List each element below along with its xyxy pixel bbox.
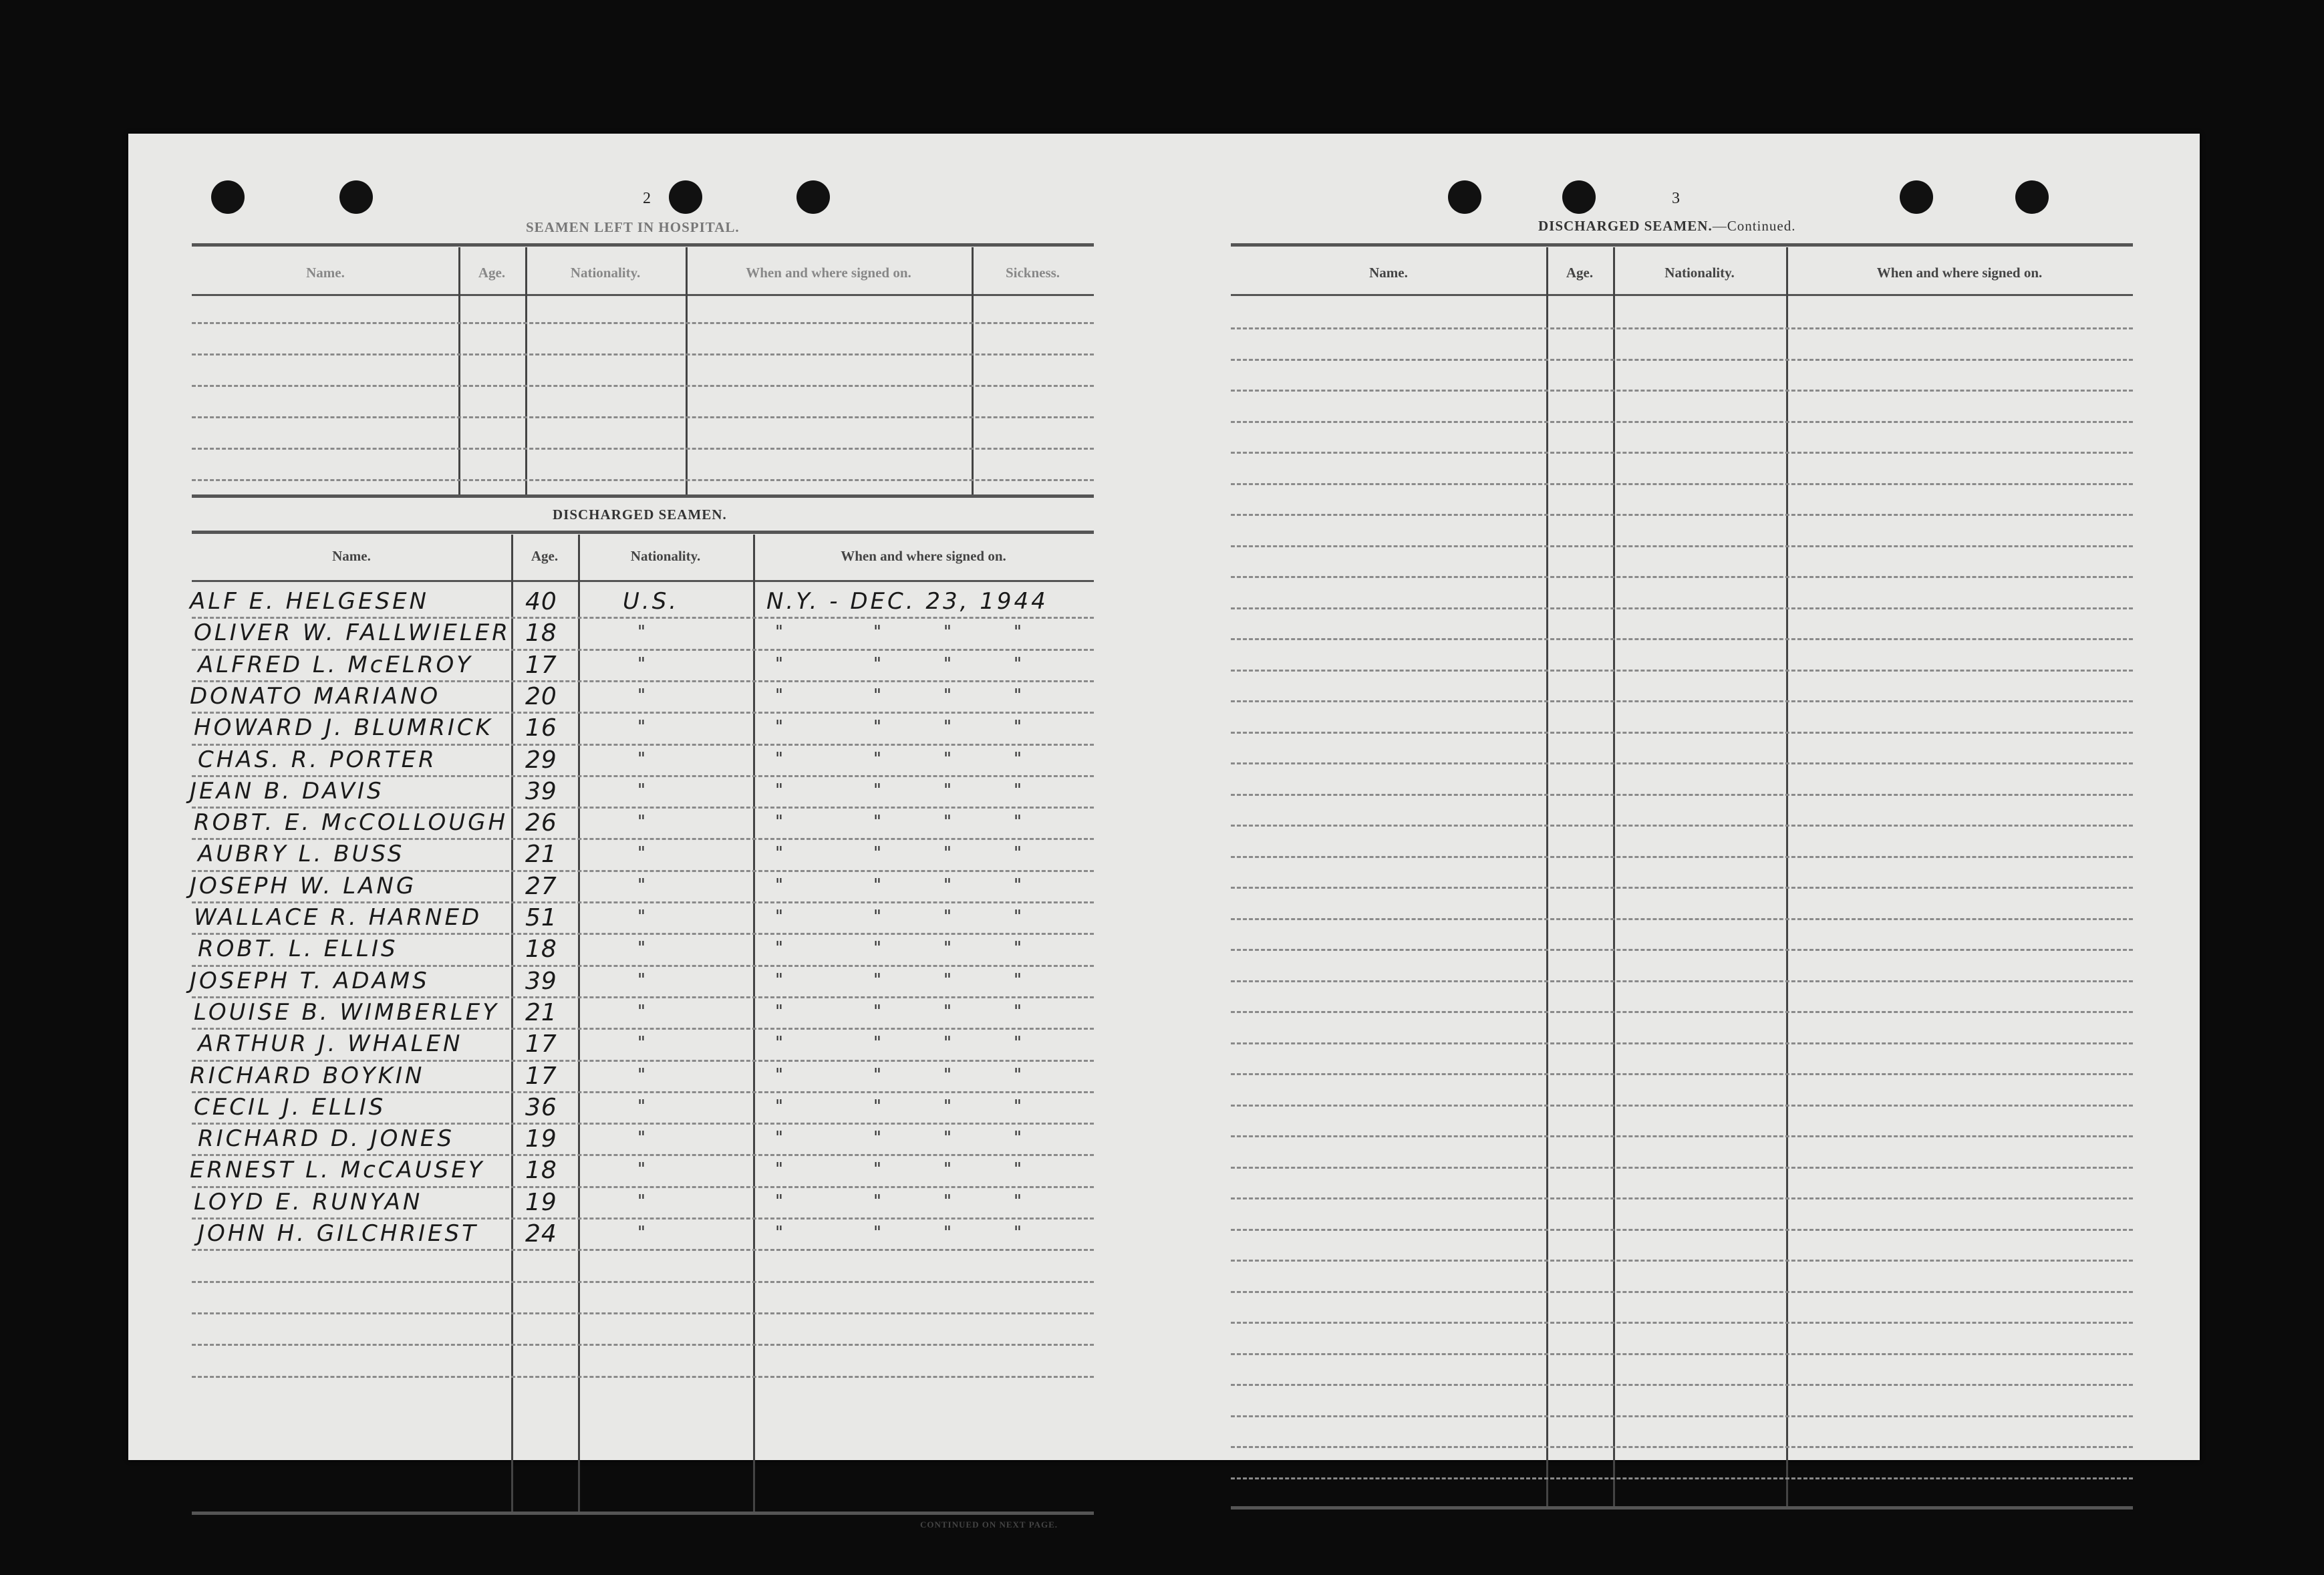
ditto-mark: " [943,812,952,833]
ruled-line [192,775,1094,777]
column-divider [458,247,460,496]
ruled-line [192,1249,1094,1251]
discharged-header-name: Name. [332,548,371,564]
ditto-mark: " [873,1096,881,1117]
ditto-mark: " [1014,875,1022,895]
seaman-nationality: " [637,748,645,769]
seaman-nationality: " [637,970,645,990]
ditto-mark: " [1014,938,1022,959]
seaman-age: 39 [525,967,557,995]
page-number-left: 2 [643,190,651,207]
seaman-nationality: " [637,907,645,927]
punch-hole [669,180,702,214]
seaman-age: 21 [525,998,557,1026]
seaman-age: 17 [525,1030,557,1058]
ruled-line [1231,949,2133,951]
ditto-mark: " [1014,1223,1022,1243]
ditto-mark: " [943,780,952,801]
seaman-signed-on: " [775,1064,783,1085]
seaman-nationality: " [637,1001,645,1022]
ruled-line [1231,1477,2133,1479]
ditto-mark: " [873,1191,881,1211]
ditto-mark: " [1014,1064,1022,1085]
rule [192,294,1094,296]
ditto-mark: " [873,1033,881,1054]
seaman-signed-on: " [775,812,783,833]
seaman-age: 19 [525,1188,557,1216]
punch-hole [2015,180,2049,214]
ditto-mark: " [873,812,881,833]
rule [192,531,1094,534]
ditto-mark: " [943,748,952,769]
ditto-mark: " [873,622,881,643]
rule [192,494,1094,498]
column-divider [1786,247,1788,1507]
ruled-line [1231,1353,2133,1355]
seaman-age: 36 [525,1093,557,1121]
ditto-mark: " [1014,812,1022,833]
seaman-signed-on: " [775,843,783,864]
column-divider [1546,247,1548,1507]
continued-note: CONTINUED ON NEXT PAGE. [920,1520,1058,1530]
seaman-nationality: " [637,717,645,738]
ruled-line [192,965,1094,967]
seaman-age: 17 [525,1062,557,1090]
seaman-age: 39 [525,777,557,805]
ditto-mark: " [873,748,881,769]
ruled-line [1231,887,2133,889]
seaman-age: 18 [525,619,557,648]
ruled-line [1231,856,2133,858]
ditto-mark: " [1014,1096,1022,1117]
ruled-line [192,1186,1094,1188]
document-sheet [128,134,2200,1530]
ditto-mark: " [1014,1191,1022,1211]
ruled-line [1231,1415,2133,1417]
discharged-header-signed-on: When and where signed on. [841,548,1006,564]
ditto-mark: " [873,970,881,990]
ditto-mark: " [943,907,952,927]
ruled-line [1231,1260,2133,1262]
seaman-name: JOHN H. GILCHRIEST [198,1220,478,1247]
ruled-line [192,322,1094,324]
seaman-name: ALFRED L. McELROY [198,651,474,678]
ruled-line [192,416,1094,418]
ruled-line [192,353,1094,355]
seaman-nationality: " [637,1128,645,1149]
ruled-line [1231,452,2133,454]
ditto-mark: " [943,1001,952,1022]
seaman-name: CECIL J. ELLIS [194,1093,386,1121]
right-header-nationality: Nationality. [1664,265,1735,281]
ruled-line [192,680,1094,682]
seaman-nationality: " [637,622,645,643]
discharged-header-age: Age. [531,548,559,564]
rule [1231,294,2133,296]
seaman-name: ROBT. L. ELLIS [198,936,398,963]
column-divider [686,247,688,496]
ditto-mark: " [943,1128,952,1149]
seaman-signed-on: N.Y. - DEC. 23, 1944 [766,588,1048,615]
ditto-mark: " [943,622,952,643]
ruled-line [192,1091,1094,1093]
ditto-mark: " [873,717,881,738]
ditto-mark: " [943,1191,952,1211]
ditto-mark: " [873,1128,881,1149]
ditto-mark: " [943,1223,952,1243]
ditto-mark: " [1014,654,1022,674]
ruled-line [192,933,1094,935]
seaman-signed-on: " [775,875,783,895]
ruled-line [1231,576,2133,578]
ditto-mark: " [873,654,881,674]
hospital-section-title: SEAMEN LEFT IN HOSPITAL. [526,219,740,235]
right-header-name: Name. [1369,265,1408,281]
ruled-line [1231,918,2133,920]
ditto-mark: " [873,685,881,706]
punch-hole [211,180,245,214]
ruled-line [1231,514,2133,516]
ditto-mark: " [943,843,952,864]
seaman-nationality: " [637,938,645,959]
seaman-signed-on: " [775,970,783,990]
seaman-age: 17 [525,651,557,679]
ruled-line [1231,1291,2133,1293]
ruled-line [192,838,1094,840]
seaman-signed-on: " [775,622,783,643]
seaman-name: DONATO MARIANO [190,682,441,710]
seaman-signed-on: " [775,1096,783,1117]
punch-hole [796,180,830,214]
seaman-nationality: " [637,1096,645,1117]
ruled-line [192,996,1094,998]
seaman-nationality: U.S. [623,588,680,615]
ditto-mark: " [873,1064,881,1085]
rule [192,580,1094,582]
seaman-nationality: " [637,843,645,864]
seaman-signed-on: " [775,1033,783,1054]
ruled-line [1231,1011,2133,1013]
ditto-mark: " [873,875,881,895]
seaman-age: 18 [525,1157,557,1185]
seaman-name: ARTHUR J. WHALEN [198,1030,463,1058]
ruled-line [1231,421,2133,423]
ditto-mark: " [943,1033,952,1054]
ditto-mark: " [1014,685,1022,706]
seaman-signed-on: " [775,1223,783,1243]
seaman-age: 16 [525,714,557,742]
ditto-mark: " [943,1064,952,1085]
ruled-line [192,712,1094,714]
seaman-name: OLIVER W. FALLWIELER [194,619,511,647]
ruled-line [192,479,1094,481]
column-divider [525,247,527,496]
seaman-signed-on: " [775,1128,783,1149]
seaman-age: 26 [525,809,557,837]
seaman-name: JOSEPH T. ADAMS [190,967,430,994]
seaman-name: CHAS. R. PORTER [198,746,437,773]
seaman-name: AUBRY L. BUSS [198,841,405,868]
ditto-mark: " [1014,780,1022,801]
seaman-name: ROBT. E. McCOLLOUGH [194,809,509,837]
ruled-line [192,1281,1094,1283]
seaman-name: LOUISE B. WIMBERLEY [194,998,499,1026]
ruled-line [192,1123,1094,1125]
ditto-mark: " [1014,1128,1022,1149]
hospital-header-age: Age. [478,265,506,281]
ditto-mark: " [1014,717,1022,738]
ruled-line [1231,1197,2133,1199]
ditto-mark: " [943,717,952,738]
seaman-nationality: " [637,875,645,895]
rule [192,243,1094,247]
ruled-line [192,1060,1094,1062]
ruled-line [192,649,1094,651]
seaman-nationality: " [637,1033,645,1054]
ruled-line [1231,732,2133,734]
ruled-line [1231,327,2133,329]
ditto-mark: " [873,1159,881,1180]
seaman-signed-on: " [775,654,783,674]
ruled-line [1231,1105,2133,1107]
ditto-mark: " [1014,970,1022,990]
seaman-name: ALF E. HELGESEN [190,588,429,615]
ruled-line [1231,1042,2133,1044]
ditto-mark: " [873,938,881,959]
ruled-line [1231,390,2133,392]
seaman-age: 20 [525,682,557,710]
page-number-right: 3 [1672,190,1680,207]
ditto-mark: " [943,1159,952,1180]
ruled-line [1231,545,2133,547]
seaman-age: 29 [525,746,557,774]
seaman-nationality: " [637,1159,645,1180]
seaman-age: 27 [525,872,557,900]
hospital-header-name: Name. [306,265,345,281]
ruled-line [1231,1446,2133,1448]
ruled-line [1231,1229,2133,1231]
seaman-nationality: " [637,1191,645,1211]
ruled-line [1231,1167,2133,1169]
ruled-line [1231,1073,2133,1075]
ditto-mark: " [943,1096,952,1117]
seaman-signed-on: " [775,717,783,738]
ditto-mark: " [943,970,952,990]
rule [192,1512,1094,1515]
seaman-signed-on: " [775,1159,783,1180]
seaman-nationality: " [637,1223,645,1243]
hospital-header-signed-on: When and where signed on. [746,265,911,281]
ruled-line [192,1028,1094,1030]
rule [1231,243,2133,247]
ditto-mark: " [943,875,952,895]
seaman-nationality: " [637,654,645,674]
ditto-mark: " [943,685,952,706]
ruled-line [192,1376,1094,1378]
ditto-mark: " [873,907,881,927]
punch-hole [339,180,373,214]
right-section-title [1538,218,1795,235]
ditto-mark: " [1014,1159,1022,1180]
ruled-line [192,807,1094,809]
seaman-name: LOYD E. RUNYAN [194,1188,423,1215]
ruled-line [1231,700,2133,702]
seaman-name: HOWARD J. BLUMRICK [194,714,493,742]
right-section-title-main: DISCHARGED SEAMEN. [1538,218,1713,234]
ditto-mark: " [1014,1001,1022,1022]
ditto-mark: " [873,1001,881,1022]
ruled-line [1231,359,2133,361]
rule [1231,1506,2133,1510]
seaman-signed-on: " [775,938,783,959]
ruled-line [1231,670,2133,672]
ruled-line [1231,794,2133,796]
seaman-age: 40 [525,588,557,615]
ditto-mark: " [1014,907,1022,927]
seaman-nationality: " [637,1064,645,1085]
seaman-age: 18 [525,936,557,964]
punch-hole [1900,180,1933,214]
seaman-name: RICHARD BOYKIN [190,1062,425,1089]
ditto-mark: " [873,843,881,864]
ditto-mark: " [943,938,952,959]
discharged-header-nationality: Nationality. [630,548,701,564]
ruled-line [1231,1322,2133,1324]
seaman-age: 19 [525,1125,557,1153]
right-header-signed-on: When and where signed on. [1876,265,2043,281]
ruled-line [192,385,1094,387]
seaman-signed-on: " [775,1191,783,1211]
seaman-nationality: " [637,780,645,801]
seaman-name: RICHARD D. JONES [198,1125,454,1153]
punch-hole [1448,180,1481,214]
ditto-mark: " [1014,622,1022,643]
seaman-nationality: " [637,685,645,706]
seaman-name: WALLACE R. HARNED [194,904,482,931]
ruled-line [192,448,1094,450]
ruled-line [1231,483,2133,485]
ruled-line [1231,1135,2133,1137]
ruled-line [192,1154,1094,1156]
ruled-line [1231,607,2133,609]
discharged-section-title: DISCHARGED SEAMEN. [553,507,727,523]
punch-hole [1562,180,1596,214]
ditto-mark: " [873,1223,881,1243]
ruled-line [192,617,1094,619]
ruled-line [192,1312,1094,1314]
ruled-line [192,901,1094,903]
ruled-line [1231,1384,2133,1386]
seaman-signed-on: " [775,780,783,801]
seaman-age: 51 [525,904,557,932]
seaman-signed-on: " [775,1001,783,1022]
seaman-nationality: " [637,812,645,833]
ditto-mark: " [1014,1033,1022,1054]
right-section-title-suffix: —Continued. [1712,218,1796,234]
ditto-mark: " [1014,843,1022,864]
ruled-line [192,744,1094,746]
ditto-mark: " [1014,748,1022,769]
ditto-mark: " [873,780,881,801]
column-divider [972,247,974,496]
seaman-age: 21 [525,841,557,869]
ruled-line [1231,980,2133,982]
ruled-line [1231,762,2133,764]
seaman-signed-on: " [775,907,783,927]
hospital-header-nationality: Nationality. [570,265,641,281]
seaman-name: JEAN B. DAVIS [190,777,384,805]
right-header-age: Age. [1566,265,1594,281]
ditto-mark: " [943,654,952,674]
column-divider [1613,247,1615,1507]
seaman-name: ERNEST L. McCAUSEY [190,1157,485,1184]
ruled-line [192,1218,1094,1220]
ruled-line [1231,825,2133,827]
ruled-line [192,1344,1094,1346]
seaman-age: 24 [525,1220,557,1248]
seaman-name: JOSEPH W. LANG [190,872,417,899]
ruled-line [192,870,1094,872]
seaman-signed-on: " [775,748,783,769]
ruled-line [1231,638,2133,640]
hospital-header-sickness: Sickness. [1005,265,1060,281]
seaman-signed-on: " [775,685,783,706]
